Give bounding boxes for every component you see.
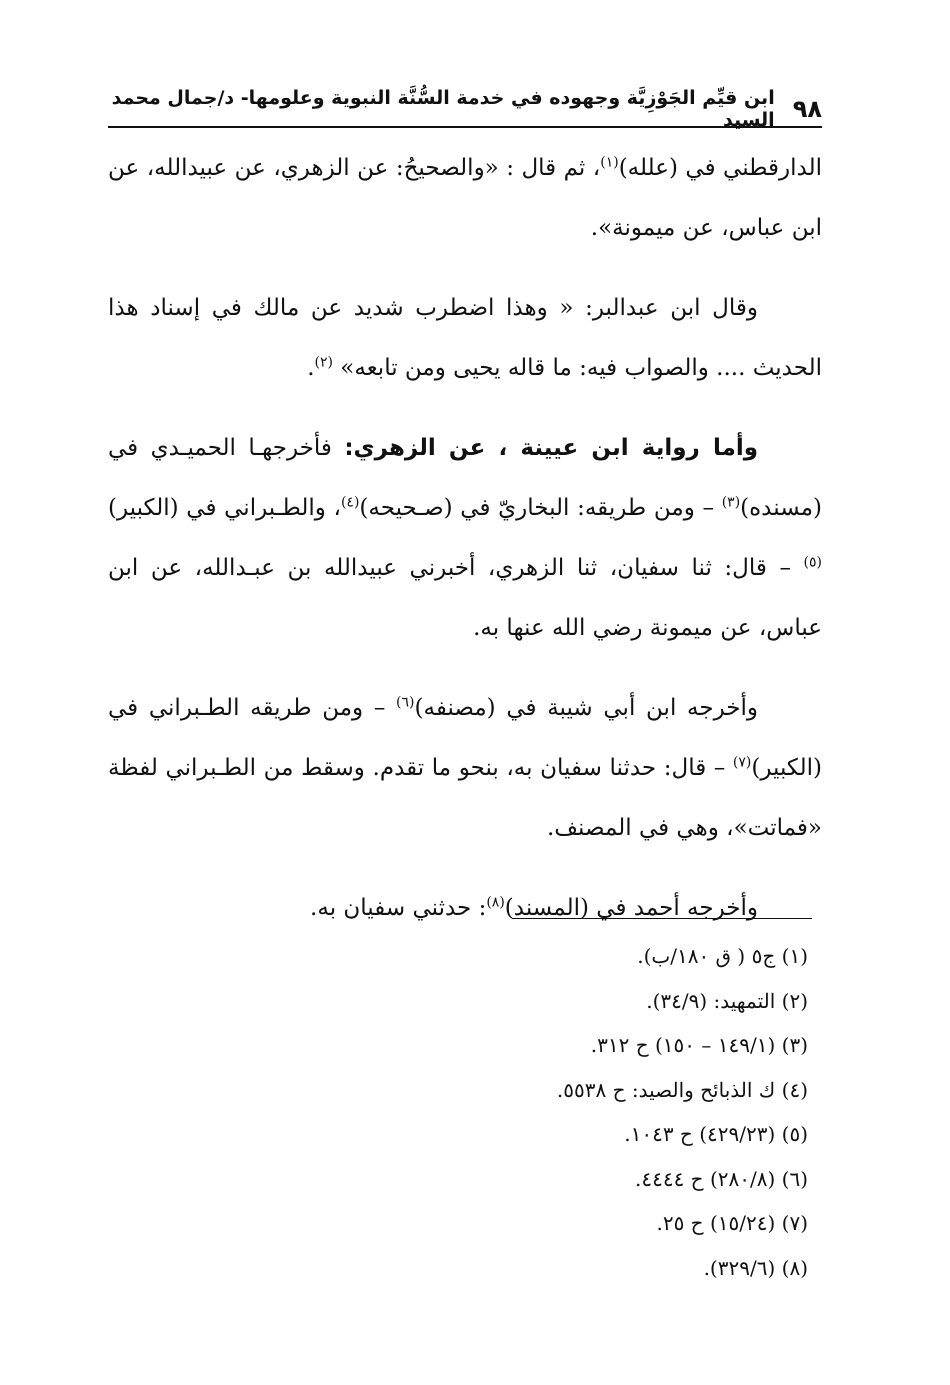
paragraph-4-text-c: – قال: حدثنا سفيان به، بنحو ما تقدم. وسقط من الطـبراني لفظة «فماتت»، وهي في المصنف. [108,755,822,841]
paragraph-4-text-b: – ومن طريقه الطـبراني في (الكبير) [108,695,822,781]
footnote-2: (٢) التمهيد: (٣٤/٩). [646,988,808,1013]
paragraph-3-text-b: – ومن طريقه: البخاريّ في (صـحيحه) [359,495,722,521]
paragraph-3 [108,418,822,658]
footnote-ref-1: (١) [600,154,619,171]
paragraph-2-text-b: . [307,355,315,381]
paragraph-3-text-a: فأخرجهـا الحميـدي في (مسنده) [108,435,823,521]
footnote-ref-5: (٥) [803,554,822,571]
footnote-ref-2: (٢) [314,354,333,371]
footnote-4: (٤) ك الذبائح والصيد: ح ٥٥٣٨. [556,1077,808,1102]
footnote-1: (١) ج٥ ( ق ١٨٠/ب). [637,944,808,968]
footnote-ref-6: (٦) [396,694,415,711]
footnote-ref-4: (٤) [340,494,360,511]
footnote-8: (٨) (٣٢٩/٦). [703,1255,808,1280]
footnote-3: (٣) (١٤٩/١ – ١٥٠) ح ٣١٢. [590,1033,808,1057]
paragraph-1-text-b: ، ثم قال : «والصحيحُ: عن الزهري، عن عبيدالله، عن ابن عباس، عن ميمونة». [108,155,822,241]
footnote-ref-3: (٣) [721,494,741,511]
paragraph-5-text-b: : حدثني سفيان به. [310,895,487,921]
footnote-7: (٧) (١٥/٢٤) ح ٢٥. [656,1211,808,1235]
paragraph-5-text-a: وأخرجه أحمد في (المسند) [504,895,758,921]
paragraph-4-text-a: وأخرجه ابن أبي شيبة في (مصنفه) [414,695,758,721]
footnote-divider [512,918,812,919]
footnote-5: (٥) (٤٢٩/٢٣) ح ١٠٤٣. [624,1122,808,1146]
page-number: ٩٨ [792,95,822,123]
footnote-ref-7: (٧) [732,754,752,771]
paragraph-1 [108,138,822,258]
paragraph-3-text-d: – قال: ثنا سفيان، ثنا الزهري، أخبرني عبيدالله بن عبـدالله، عن ابن عباس، عن ميمونة رضي الله عنها به. [108,555,822,641]
paragraph-2-text-a: وقال ابن عبدالبر: « وهذا اضطرب شديد عن مالك في إسناد هذا الحديث .... والصواب فيه: ما قاله يحيى ومن تابعه» [108,295,822,381]
footnotes [108,934,808,1290]
page-header [108,87,822,131]
paragraph-3-text-c: ، والطـبراني في (الكبير) [108,495,341,521]
paragraph-4 [108,678,822,858]
main-text [108,138,822,938]
running-title: ابن قيِّم الجَوْزِيَّة وجهوده في خدمة السُّنَّة النبوية وعلومها- د/جمال محمد السيد [111,87,775,131]
footnote-6: (٦) (٢٨٠/٨) ح ٤٤٤٤. [634,1166,808,1191]
paragraph-5 [108,878,822,938]
paragraph-2 [108,278,822,398]
paragraph-1-text-a: الدارقطني في (علله) [618,155,822,181]
footnote-ref-8: (٨) [486,894,505,911]
paragraph-3-heading: وأما رواية ابن عيينة ، عن الزهري: [344,435,758,461]
